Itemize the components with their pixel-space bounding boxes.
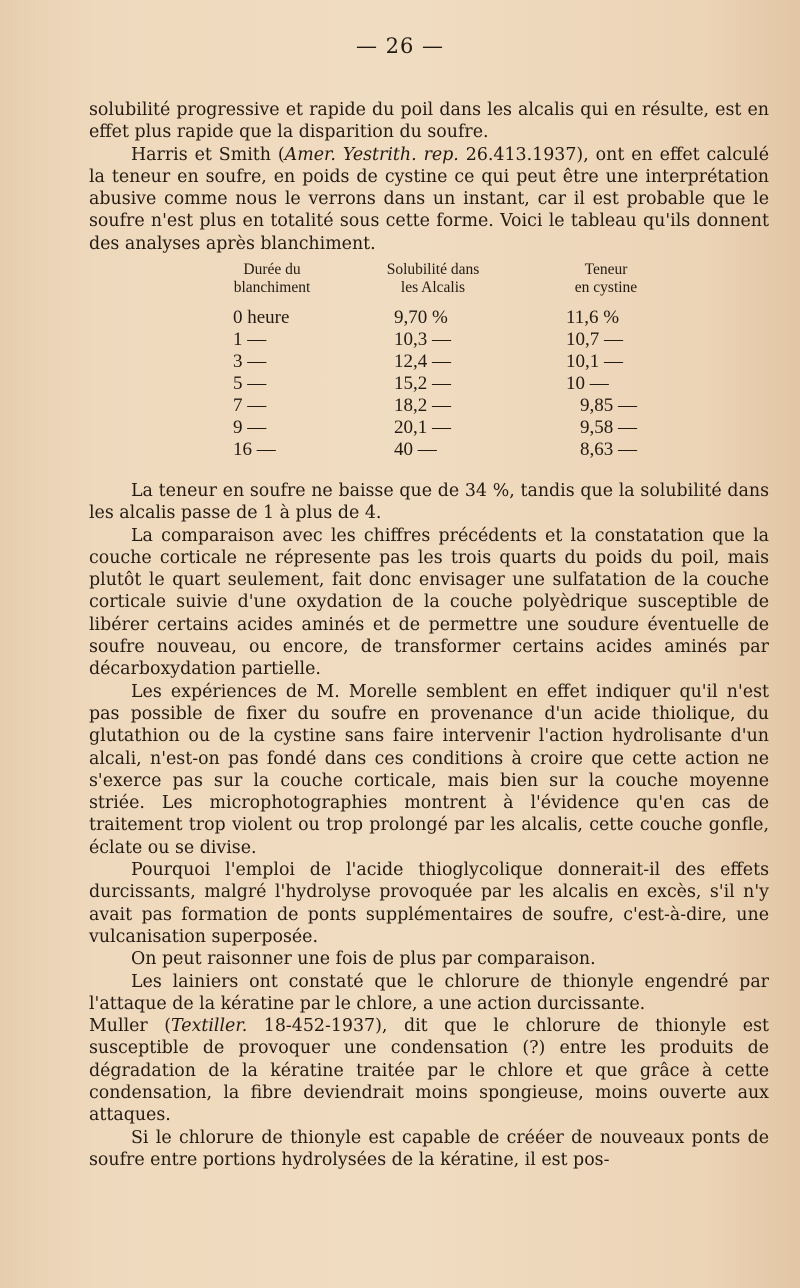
cell-cystine: 11,6 % — [566, 307, 620, 328]
table-row — [226, 439, 666, 461]
table-row — [226, 329, 666, 351]
cell-duration: 5 — — [233, 373, 267, 394]
cell-cystine: 9,58 — — [580, 417, 637, 438]
cell-duration: 16 — — [233, 439, 276, 460]
header-solubility-line-1: Solubilité dans — [386, 261, 480, 278]
paragraph-2-reference: Amer. Yestrith. rep. — [284, 144, 459, 165]
cell-solubility: 20,1 — — [394, 417, 451, 438]
cell-duration: 3 — — [233, 351, 267, 372]
table-row — [226, 395, 666, 417]
table-row — [226, 307, 666, 329]
table-row — [226, 417, 666, 439]
paragraph-4: La comparaison avec les chiffres précédents et la constatation que la couche corticale ne répresente pas les trois quarts du poids du poil, mais plutôt le quart seulement, fait donc envisager une sulfatation de la couche corticale suivie d'une oxydation de la couche polyèdrique susceptible de libérer certains acides aminés et de permettre une soudure éventuelle de soufre nouveau, ou encore, de transformer certains acides aminés par décarboxydation partielle. — [89, 525, 769, 680]
text-block-top — [89, 99, 769, 255]
paragraph-7: On peut raisonner une fois de plus par comparaison. — [131, 949, 596, 970]
cell-solubility: 15,2 — — [394, 373, 451, 394]
paragraph-3: La teneur en soufre ne baisse que de 34 %, tandis que la solubilité dans les alcalis passe de 1 à plus de 4. — [89, 481, 769, 524]
cell-cystine: 10,7 — — [566, 329, 623, 350]
header-solubility-line-2: les Alcalis — [400, 279, 466, 296]
cell-duration: 0 heure — [233, 307, 290, 328]
cell-solubility: 18,2 — — [394, 395, 451, 416]
cell-cystine: 8,63 — — [580, 439, 637, 460]
paragraph-9 — [89, 1015, 769, 1126]
cell-cystine: 10,1 — — [566, 351, 623, 372]
cell-duration: 7 — — [233, 395, 267, 416]
header-cystine-line-1: Teneur — [584, 261, 628, 278]
cell-duration: 9 — — [233, 417, 267, 438]
cell-solubility: 9,70 % — [394, 307, 448, 328]
paragraph-9-reference: Textiller. — [171, 1016, 248, 1037]
table-row — [226, 373, 666, 395]
table-header-solubility — [358, 261, 508, 297]
header-duration-line-1: Durée du — [243, 261, 301, 278]
paragraph-2-pre: Harris et Smith ( — [131, 144, 285, 165]
paragraph-5: Les expériences de M. Morelle semblent en effet indiquer qu'il n'est pas possible de fixer du soufre en provenance d'un acide thiolique, du glutathion ou de la cystine sans faire intervenir l'action hydrolisante d'un alcali, n'est-on pas fondé dans ces conditions à croire que cette action ne s'exerce pas sur la couche corticale, mais bien sur la couche moyenne striée. Les microphotographies montrent à l'évidence qu'en cas de traitement trop violent ou trop prolongé par les alcalis, cette couche gonfle, éclate ou se divise. — [89, 681, 769, 858]
paragraph-9-post: 18-452-1937), dit que le chlorure de thionyle est susceptible de provoquer une condensation (?) entre les produits de dégradation de la kératine traitée par le chlore et que grâce à cette condensation, la fibre deviendrait moins spongieuse, moins ouverte aux attaques. — [89, 1016, 769, 1126]
cell-solubility: 40 — — [394, 439, 437, 460]
cell-solubility: 12,4 — — [394, 351, 451, 372]
table-row — [226, 351, 666, 373]
table-header-duration — [202, 261, 342, 297]
cell-solubility: 10,3 — — [394, 329, 451, 350]
paragraph-6: Pourquoi l'emploi de l'acide thioglycolique donnerait-il des effets durcissants, malgré l'hydrolyse provoquée par les alcalis en excès, s'il n'y avait pas formation de ponts supplémentaires de soufre, c'est-à-dire, une vulcanisation superposée. — [89, 860, 769, 947]
paragraph-9-pre: Muller ( — [89, 1016, 172, 1037]
cell-duration: 1 — — [233, 329, 267, 350]
cell-cystine: 10 — — [566, 373, 609, 394]
text-block-bottom — [89, 480, 769, 1171]
cell-cystine: 9,85 — — [580, 395, 637, 416]
page-number: — 26 — — [355, 34, 445, 58]
header-cystine-line-2: en cystine — [574, 279, 638, 296]
paragraph-8: Les lainiers ont constaté que le chlorure de thionyle engendré par l'attaque de la kératine par le chlore, a une action durcissante. — [89, 971, 769, 1014]
paragraph-2-post: 26.413.1937), ont en effet calculé la teneur en soufre, en poids de cystine ce qui peut être une interprétation abusive comme nous le verrons dans un instant, car il est probable que le soufre n'est plus en totalité sous cette forme. Voici le tableau qu'ils donnent des analyses après blanchiment. — [89, 144, 769, 254]
paragraph-2 — [89, 144, 769, 255]
header-duration-line-2: blanchiment — [233, 279, 311, 296]
paragraph-10: Si le chlorure de thionyle est capable de crééer de nouveaux ponts de soufre entre portions hydrolysées de la kératine, il est pos- — [89, 1127, 769, 1170]
paragraph-1: solubilité progressive et rapide du poil dans les alcalis qui en résulte, est en effet plus rapide que la disparition du soufre. — [89, 100, 769, 143]
table-header-cystine — [551, 261, 661, 297]
